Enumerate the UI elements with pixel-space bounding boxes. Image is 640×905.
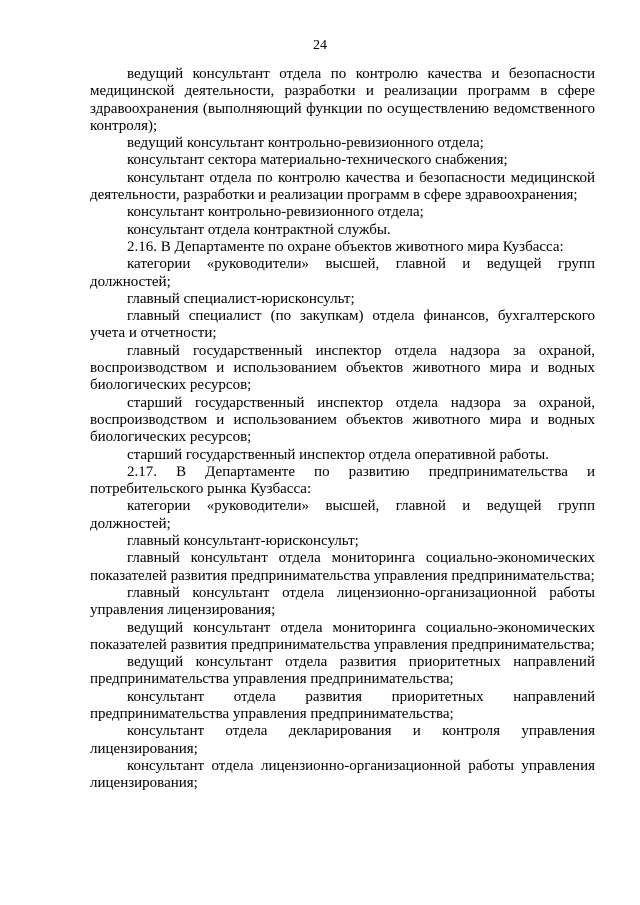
paragraph: консультант сектора материально-технического снабжения; [127,152,508,169]
paragraph: старший государственный инспектор отдела надзора за охраной, воспроизводством и использованием объектов животного мира и водных биологических ресурсов; [90,394,595,446]
paragraph: консультант отдела декларирования и контроля управления лицензирования; [90,723,595,757]
paragraph: старший государственный инспектор отдела оперативной работы. [127,446,549,463]
paragraph: главный консультант отдела лицензионно-организационной работы управления лицензирования; [90,584,595,619]
document-body [90,66,595,792]
section-heading: 2.16. В Департаменте по охране объектов животного мира Кузбасса: [127,238,564,255]
section-heading: 2.17. В Департаменте по развитию предпринимательства и потребительского рынка Кузбасса: [90,463,595,498]
paragraph: ведущий консультант отдела по контролю качества и безопасности медицинской деятельности, разработки и реализации программ в сфере здравоохранения (выполняющий функции по осуществлению ведомственного контроля); [90,66,595,134]
paragraph: главный специалист (по закупкам) отдела финансов, бухгалтерского учета и отчетности; [90,308,595,342]
paragraph: ведущий консультант отдела развития приоритетных направлений предпринимательства управления предпринимательства; [90,654,595,688]
paragraph: главный специалист-юрисконсульт; [127,290,355,307]
paragraph: главный государственный инспектор отдела надзора за охраной, воспроизводством и использованием объектов животного мира и водных биологических ресурсов; [90,342,595,394]
paragraph: консультант отдела развития приоритетных направлений предпринимательства управления предпринимательства; [90,688,595,722]
paragraph: консультант отдела контрактной службы. [127,221,391,238]
paragraph: главный консультант отдела мониторинга социально-экономических показателей развития предпринимательства управления предпринимательства; [90,550,595,584]
paragraph: консультант отдела лицензионно-организационной работы управления лицензирования; [90,757,595,792]
paragraph: главный консультант-юрисконсульт; [127,533,359,550]
paragraph: категории «руководители» высшей, главной и ведущей групп должностей; [90,256,595,290]
paragraph: консультант контрольно-ревизионного отдела; [127,204,424,221]
paragraph: консультант отдела по контролю качества и безопасности медицинской деятельности, разработки и реализации программ в сфере здравоохранения; [90,169,595,204]
page-number: 24 [313,38,327,53]
paragraph: ведущий консультант отдела мониторинга социально-экономических показателей развития предпринимательства управления предпринимательства; [90,619,595,653]
paragraph: категории «руководители» высшей, главной и ведущей групп должностей; [90,498,595,532]
paragraph: ведущий консультант контрольно-ревизионного отдела; [127,135,484,152]
